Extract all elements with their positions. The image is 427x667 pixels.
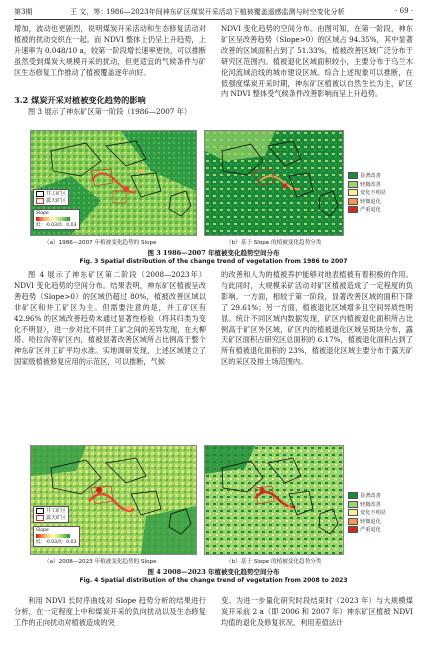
- class-label: 轻微改善: [360, 181, 381, 188]
- class-label: 严重退化: [360, 207, 381, 214]
- fig3-caption-cn: 图 3 1986—2007 年植被变化趋势空间分布: [147, 249, 280, 257]
- paragraph: 的改善和人为的植被养护能够对地表植被有着积极的作用。与此同时，大规模采矿活动对矿区植被造成了一定程度的负影响。一方面，相较于第一阶段，显著改善区域的面积下降了 29.61%；另一方面，植被退化区域增多且空间异质性明显。统计不同区域内数据发现，矿区内植被退化面积所占比例高于矿区外区域，矿区内的植被退化区域呈斑块分布，露天矿区面积占研究区总面积的 6.17%，植被退化面积占到了所有植被退化面积的 23%，植被退化区域主要分布于露天矿区的采区及排土场范围内。: [221, 270, 413, 367]
- class-significant-improve: [348, 492, 386, 501]
- ramp-low: 低：-0.03: [36, 540, 58, 545]
- class-significant-improve: [348, 172, 386, 181]
- left-column-mid: [14, 270, 206, 368]
- class-label: 变化不明显: [360, 510, 386, 517]
- fig3-map-a: [30, 130, 197, 236]
- paragraph: 图 3 展示了神东矿区第一阶段（1986—2007 年）: [28, 107, 192, 116]
- fig3-caption: [0, 248, 427, 268]
- ramp-high: 高：0.03: [57, 223, 77, 228]
- class-slight-degrade: [348, 518, 386, 527]
- header-authors: 王 文，等：: [70, 8, 108, 16]
- legend-label: 露天矿区: [46, 514, 67, 521]
- issue-number: 第3期: [14, 8, 33, 16]
- fig4-sub-a: （a）2008—2023 年植被变化趋势的 Slope: [44, 559, 157, 565]
- class-label: 显著改善: [360, 493, 381, 499]
- left-column-top: [14, 24, 206, 79]
- fig4-caption: [0, 567, 427, 587]
- legend-opencast: [36, 515, 66, 522]
- fig4-class-legend: [348, 492, 386, 535]
- fig3-mine-legend: [33, 189, 69, 206]
- fig4-map-a: [30, 445, 197, 555]
- class-label: 轻微改善: [360, 501, 381, 508]
- page-number: · 69 ·: [395, 7, 413, 15]
- fig3-class-raster: [205, 131, 343, 235]
- legend-label: 井工矿区: [46, 508, 67, 515]
- class-label: 轻微退化: [360, 198, 381, 205]
- ramp-title: Slope: [36, 528, 49, 533]
- fig3-map-b: [204, 130, 344, 236]
- fig4-sub-b: （b）基于 Slope 的植被变化趋势分类: [226, 559, 322, 565]
- running-header: [14, 7, 413, 19]
- fig4-class-raster: [205, 446, 343, 554]
- header-rule: [14, 19, 413, 20]
- class-slight-degrade: [348, 198, 386, 207]
- left-column-bottom: [14, 596, 206, 629]
- fig3-caption-en: Fig. 3 Spatial distribution of the change trend of vegetation from 1986 to 2007: [79, 258, 348, 265]
- fig4-caption-cn: 图 4 2008—2023 年植被变化趋势空间分布: [147, 568, 280, 576]
- fig4-caption-en: Fig. 4 Spatial distribution of the change trend of vegetation from 2008 to 2023: [79, 577, 348, 584]
- class-severe-degrade: [348, 206, 386, 215]
- fig3-slope-ramp: [33, 209, 80, 230]
- class-label: 显著改善: [360, 173, 381, 179]
- class-label: 轻微退化: [360, 518, 381, 525]
- right-column-bottom: [221, 596, 413, 629]
- paragraph: 利用 NDVI 长时序曲线对 Slope 趋势分析的结果进行分析，在一定程度上中和煤炭开采的负向扰动以及生态修复工作的正向扰动对植被造成的突: [14, 596, 206, 627]
- fig3-sub-b: （b）基于 Slope 的植被变化趋势分类: [226, 240, 322, 246]
- class-no-change: [348, 189, 386, 198]
- paragraph: 变。为进一步量化研究时段结束时（2023 年）与大规模煤炭开采前 2 a（即 2006 和 2007 年）神东矿区植被 NDVI 均值的退化及修复状况，利用差值法计: [221, 596, 413, 627]
- class-slight-improve: [348, 181, 386, 190]
- ramp-bar: [36, 217, 70, 221]
- class-label: 严重退化: [360, 527, 381, 534]
- class-label: 变化不明显: [360, 190, 386, 197]
- class-severe-degrade: [348, 526, 386, 535]
- legend-label: 露天矿区: [46, 197, 67, 204]
- legend-underground: [36, 508, 66, 515]
- legend-label: 井工矿区: [46, 191, 67, 198]
- legend-opencast: [36, 198, 66, 205]
- ramp-high: 高：0.03: [57, 540, 77, 545]
- section-heading: 3.2 煤炭开采对植被变化趋势的影响: [14, 95, 146, 105]
- paragraph: 图 4 展示了神东矿区第二阶段（2008—2023年）NDVI 变化趋势的空间分布。结果表明，神东矿区植被呈改善趋势（Slope>0）的区域仍超过 80%，植被改善区域以非矿区和井工矿区为主。但需要注意的是，井工矿区有 42.96% 的区域改善趋势未通过显著性检验（将其归类为变化不明显），进一步对比不同井工矿之间的差异发现，在大柳塔、哈拉沟等矿区内，植被显著改善区域所占比例高于整个神东矿区井工矿平均水准。实地调研发现，上述区域建立了国家级植被修复应用的示范区，可以推断，气候: [14, 270, 206, 367]
- paragraph: NDVI 变化趋势的空间分布。由图可知，在第一阶段，神东矿区呈改善趋势（Slope>0）的区域占 94.35%，其中显著改善的区域面积占到了 51.33%，植被改善区域广泛分布于研究区范围内。植被退化区域面积较小，主要分布于乌兰木伦河流域沿线的城市建设区域。综合上述现象可以推断，在低强度煤炭开采时期，神东矿区植被以自然生长为主，矿区内 NDVI 整体受气候条件改善影响而呈上升趋势。: [221, 24, 413, 99]
- header-title: 1986—2023年间神东矿区煤炭开采活动下植被覆盖遥感监测与时空变化分析: [106, 8, 345, 16]
- paragraph-continuation: 增加，波动也更剧烈，说明煤炭开采活动和生态修复活动对植被的扰动交织在一起。而 NDVI 整体上仍呈上升趋势，上升速率为 0.048/10 a，较第一阶段增长速率更快，可以推断虽然受到煤炭大规模开采的扰动，但更适宜的气候条件与矿区生态修复工作推动了植被覆盖逐年向好。: [14, 24, 206, 77]
- ramp-low: 低：-0.03: [36, 223, 58, 228]
- class-slight-improve: [348, 501, 386, 510]
- fig3-sub-a: （a）1986—2007 年植被变化趋势的 Slope: [44, 240, 157, 246]
- legend-underground: [36, 191, 66, 198]
- right-column-mid: [221, 270, 413, 368]
- right-column-top: [221, 24, 413, 100]
- left-column-after-heading: [14, 107, 206, 118]
- fig4-slope-ramp: [33, 526, 80, 547]
- fig4-mine-legend: [33, 506, 69, 523]
- fig3-class-legend: [348, 172, 386, 215]
- class-no-change: [348, 509, 386, 518]
- ramp-bar: [36, 534, 70, 538]
- ramp-title: Slope: [36, 211, 49, 216]
- fig4-map-b: [204, 445, 344, 555]
